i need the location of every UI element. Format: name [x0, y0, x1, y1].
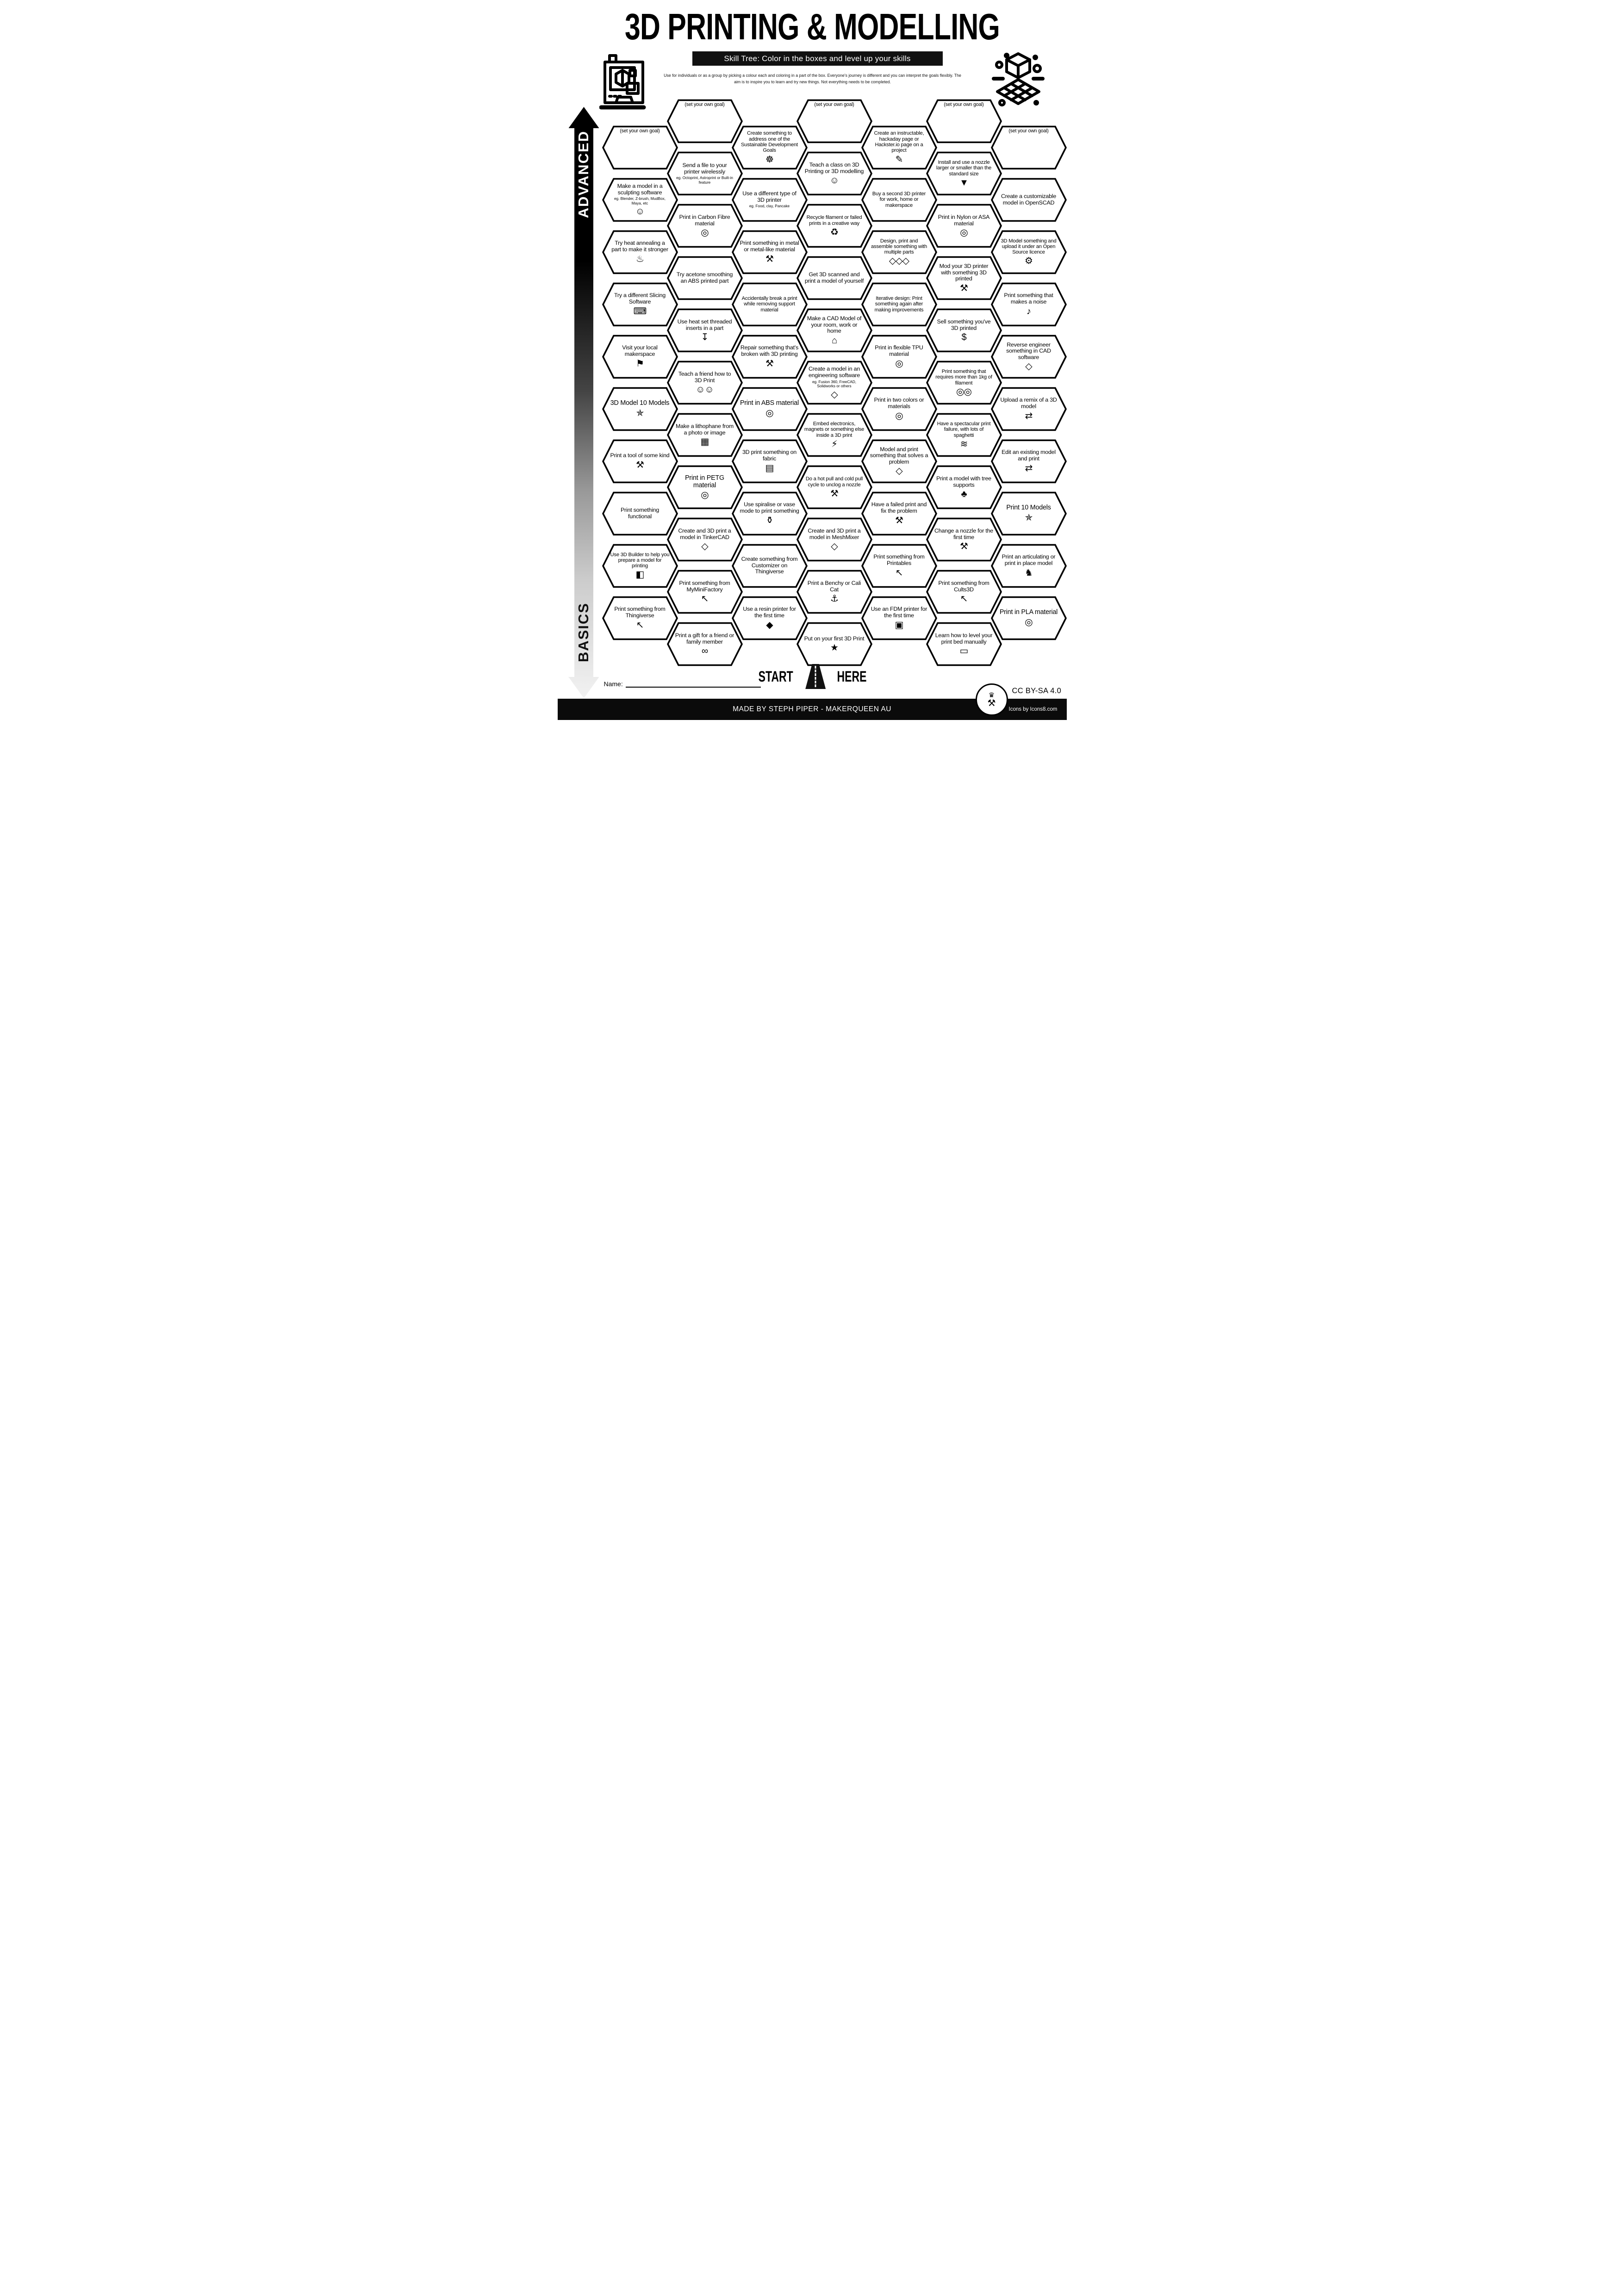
hex-label: Learn how to level your print bed manually — [935, 632, 993, 645]
presenter-icon: ☺ — [829, 175, 839, 186]
tools-icon: ⚒ — [830, 488, 838, 499]
filament-spool-icon: ◎ — [960, 228, 968, 238]
hex-label: Visit your local makerspace — [622, 344, 658, 357]
road-icon — [805, 664, 826, 689]
sdg-wheel-icon: ☸ — [765, 154, 773, 165]
hex-label: Try a different Slicing Software — [614, 292, 666, 305]
hex-label: Edit an existing model and print — [1002, 449, 1056, 462]
hex-label: Change a nozzle for the first time — [934, 527, 993, 540]
cake-icon: ✯ — [636, 408, 644, 418]
three-cubes-icon: ◇◇◇ — [889, 256, 909, 267]
hex-label: Print something from Printables — [873, 553, 925, 566]
hex-label: Get 3D scanned and print a model of yourself — [804, 271, 864, 284]
hex-print-10-models — [991, 491, 1067, 536]
page-title: 3D PRINTING & MODELLING — [624, 6, 1000, 47]
benchy-boat-icon: ⚓ — [830, 594, 838, 604]
hex-label: Print something that makes a noise — [1004, 292, 1053, 305]
hex-label: Send a file to your printer wirelessly — [682, 161, 727, 175]
screw-icon: ↧ — [701, 332, 709, 343]
cube-icon: ◇ — [896, 466, 902, 477]
start-label: START — [758, 668, 793, 685]
fdm-printer-icon: ▣ — [895, 620, 903, 630]
filament-spool-icon: ◎ — [895, 410, 903, 421]
hex-label: Embed electronics, magnets or something else inside a 3D print — [804, 421, 865, 438]
hex-label: Install and use a nozzle larger or smaller than the standard size — [936, 160, 992, 177]
map-pin-icon: ⚑ — [636, 358, 644, 369]
hex-label: Print in PLA material — [999, 608, 1058, 616]
hex-label: Print in flexible TPU material — [875, 344, 923, 357]
hex-3d-model-something-and — [991, 230, 1067, 275]
name-blank-line — [626, 680, 761, 688]
basics-label: BASICS — [575, 602, 591, 663]
hex-edit-an-existing-model — [991, 439, 1067, 484]
filament-spool-icon: ◎ — [1025, 617, 1033, 627]
cake-icon: ✯ — [1025, 512, 1033, 523]
hex-label: Sell something you've 3D printed — [937, 318, 991, 331]
hex-label: Put on your first 3D Print — [804, 635, 865, 642]
hex-label: Have a failed print and fix the problem — [871, 501, 927, 514]
hex-label: Repair something that's broken with 3D printing — [740, 344, 799, 357]
laptop-icon: ⌨ — [633, 306, 647, 316]
crown-icon: ♛ — [988, 691, 995, 699]
fabric-icon: ▤ — [765, 463, 774, 473]
led-icon: ⚡ — [831, 439, 838, 449]
hex-label: Print something functional — [620, 506, 660, 520]
hex-label: Create a customizable model in OpenSCAD — [1001, 192, 1057, 206]
hex-label: Print something from Cults3D — [938, 579, 989, 593]
icons-credit-text: Icons by Icons8.com — [1008, 707, 1058, 712]
tools-icon: ⚒ — [636, 459, 644, 470]
hex-label: Iterative design: Print something again after making improvements — [874, 296, 924, 313]
hex-label: Have a spectacular print failure, with lots of spaghetti — [937, 421, 991, 438]
ruler-icon: ▭ — [959, 646, 968, 657]
two-people-icon: ☺☺ — [696, 385, 714, 395]
hex-label: Use spiralise or vase mode to print something — [740, 501, 799, 514]
cube-icon: ◇ — [831, 541, 838, 552]
spaghetti-icon: ≋ — [960, 439, 968, 449]
hex-label: Create and 3D print a model in MeshMixer — [808, 527, 861, 540]
hex-label: Try acetone smoothing an ABS printed part — [676, 271, 733, 284]
hex-label: (set your own goal) — [1008, 128, 1049, 134]
hex-label: Make a model in a sculpting software — [617, 182, 663, 196]
description-text: Use for individuals or as a group by picking a colour each and coloring in a part of the box. Everyone's journey is different and you can interpret the goals flexibly. The aim is to inspire you to learn and try new things. Not everything needs to be completed. — [664, 73, 961, 84]
name-field — [604, 680, 761, 688]
hex-label: Create and 3D print a model in TinkerCAD — [678, 527, 731, 540]
hex-label: Create something to address one of the Sustainable Development Goals — [741, 130, 798, 154]
hex-upload-a-remix-of — [991, 386, 1067, 432]
hex-label: Print something from MyMiniFactory — [679, 579, 730, 593]
hex-label: Print an articulating or print in place model — [1002, 553, 1056, 566]
tools-icon: ⚒ — [765, 358, 773, 369]
cube-icon: ◇ — [701, 541, 708, 552]
tools-icon: ⚒ — [960, 283, 968, 293]
anvil-icon: ⚒ — [765, 254, 773, 264]
tools-icon: ⚒ — [960, 541, 968, 552]
vase-icon: ⚱ — [765, 515, 773, 526]
hex-label: Print in Nylon or ASA material — [938, 213, 990, 227]
hex-sub-label: eg. Octoprint, Astroprint or Built-in feature — [676, 176, 733, 185]
hex-label: Create an instructable, hackaday page or Hackster.io page on a project — [874, 130, 924, 154]
hex-set-your-own-goal — [991, 125, 1067, 170]
heat-icon: ♨ — [636, 254, 644, 264]
cube-icon: ◇ — [831, 389, 838, 400]
hex-label: Make a lithophane from a photo or image — [675, 422, 734, 436]
hex-label: Use a different type of 3D printer — [742, 190, 796, 203]
hex-label: Teach a friend how to 3D Print — [678, 370, 731, 384]
nozzle-icon: ▼ — [959, 177, 968, 188]
hex-label: Print a model with tree supports — [936, 475, 991, 488]
filament-spool-icon: ◎ — [701, 490, 709, 501]
cursor-icon: ↖ — [701, 594, 709, 604]
hex-grid — [558, 0, 1067, 720]
subtitle-text: Skill Tree: Color in the boxes and level up your skills — [724, 54, 911, 63]
skill-tree-poster — [558, 0, 1067, 720]
credit-text: MADE BY STEPH PIPER - MAKERQUEEN AU — [733, 705, 891, 713]
hex-label: Use a resin printer for the first time — [743, 606, 796, 619]
hex-print-an-articulating-or — [991, 543, 1067, 589]
filament-spool-icon: ◎ — [765, 408, 773, 418]
hex-label: 3D Model something and upload it under an Open Source licence — [1001, 238, 1057, 255]
gift-bow-icon: ∞ — [701, 646, 708, 657]
hex-reverse-engineer-something-in — [991, 334, 1067, 379]
hex-label: Print a tool of some kind — [610, 452, 670, 459]
double-filament-spool-icon: ◎◎ — [956, 386, 971, 397]
hex-label: Print in ABS material — [740, 399, 799, 407]
hex-label: Create something from Customizer on Thingiverse — [741, 556, 798, 575]
dragon-icon: ♞ — [1025, 567, 1033, 578]
hex-label: Print a Benchy or Cali Cat — [807, 579, 861, 593]
hex-label: Upload a remix of a 3D model — [1000, 397, 1057, 410]
droplet-icon: ◆ — [766, 620, 773, 630]
cube-icon: ◇ — [1025, 361, 1032, 372]
here-label: HERE — [837, 668, 867, 685]
hex-label: Use an FDM printer for the first time — [871, 606, 927, 619]
3d-builder-icon: ◧ — [635, 570, 644, 580]
whistle-icon: ♪ — [1027, 306, 1031, 316]
hex-label: Print a gift for a friend or family member — [675, 632, 734, 645]
hex-label: Do a hot pull and cold pull cycle to unclog a nozzle — [805, 476, 863, 488]
crossed-tools-icon: ⚒ — [987, 698, 996, 708]
hex-label: Print something in metal or metal-like material — [740, 240, 799, 253]
hex-label: Create a model in an engineering software — [808, 366, 860, 379]
name-label: Name: — [604, 680, 623, 688]
cursor-icon: ↖ — [960, 594, 968, 604]
hex-sub-label: eg. Food, clay, Pancake — [749, 204, 790, 209]
house-icon: ⌂ — [831, 335, 837, 346]
cursor-icon: ↖ — [895, 567, 903, 578]
hex-print-something-that-makes — [991, 282, 1067, 327]
advanced-label: ADVANCED — [575, 130, 591, 218]
remix-arrows-icon: ⇄ — [1025, 463, 1033, 473]
makerqueen-logo — [976, 683, 1008, 716]
remix-arrows-icon: ⇄ — [1025, 410, 1033, 421]
document-icon: ✎ — [895, 154, 903, 165]
hex-label: Model and print something that solves a problem — [870, 446, 928, 465]
hex-label: Print in two colors or materials — [874, 397, 924, 410]
tools-icon: ⚒ — [895, 515, 903, 526]
hex-label: Buy a second 3D printer for work, home or makerspace — [872, 191, 926, 208]
hex-label: Print in Carbon Fibre material — [679, 213, 730, 227]
filament-spool-icon: ◎ — [701, 228, 709, 238]
hex-label: Print in PETG material — [685, 474, 724, 489]
hex-label: (set your own goal) — [620, 128, 660, 134]
hex-label: Use heat set threaded inserts in a part — [677, 318, 732, 331]
hex-label: Print something from Thingiverse — [614, 606, 666, 619]
hex-sub-label: eg. Blender, Z-brush, MudBox, Maya, etc — [614, 197, 666, 205]
hex-print-in-pla-material — [991, 596, 1067, 641]
recycle-icon: ♻ — [830, 227, 838, 237]
hex-label: Print 10 Models — [1006, 504, 1051, 512]
filament-spool-icon: ◎ — [895, 358, 903, 369]
hex-label: Try heat annealing a part to make it stronger — [611, 240, 668, 253]
hex-label: 3D print something on fabric — [742, 449, 797, 462]
license-text: CC BY-SA 4.0 — [1012, 687, 1062, 695]
hex-label: Reverse engineer something in CAD software — [1006, 341, 1051, 360]
picture-icon: ▦ — [700, 437, 709, 447]
sculpt-person-icon: ☺ — [635, 206, 645, 217]
money-bag-icon: $ — [961, 332, 966, 343]
hex-label: Teach a class on 3D Printing or 3D modelling — [804, 161, 864, 174]
hex-sub-label: eg. Fusion 360, FreeCAD, Solidworks or others — [812, 379, 857, 389]
hex-label: Use 3D Builder to help you prepare a model for printing — [610, 552, 670, 569]
hex-label: Recycle filament or failed prints in a creative way — [806, 215, 862, 226]
hex-label: Make a CAD Model of your room, work or home — [807, 315, 862, 335]
hex-label: (set your own goal) — [814, 102, 854, 107]
hex-label: (set your own goal) — [944, 102, 984, 107]
cursor-icon: ↖ — [636, 620, 644, 630]
hex-label: 3D Model 10 Models — [610, 399, 670, 407]
hex-label: Mod your 3D printer with something 3D printed — [939, 263, 989, 282]
tree-icon: ♣ — [961, 489, 967, 500]
hex-label: Design, print and assemble something with multiple parts — [871, 238, 927, 255]
open-source-icon: ⚙ — [1025, 256, 1033, 267]
party-popper-icon: ★ — [830, 643, 838, 653]
hex-label: (set your own goal) — [684, 102, 725, 107]
hex-create-a-customizable-model — [991, 177, 1067, 223]
hex-label: Accidentally break a print while removing support material — [741, 296, 797, 313]
hex-label: Print something that requires more than 1kg of filament — [935, 369, 992, 386]
